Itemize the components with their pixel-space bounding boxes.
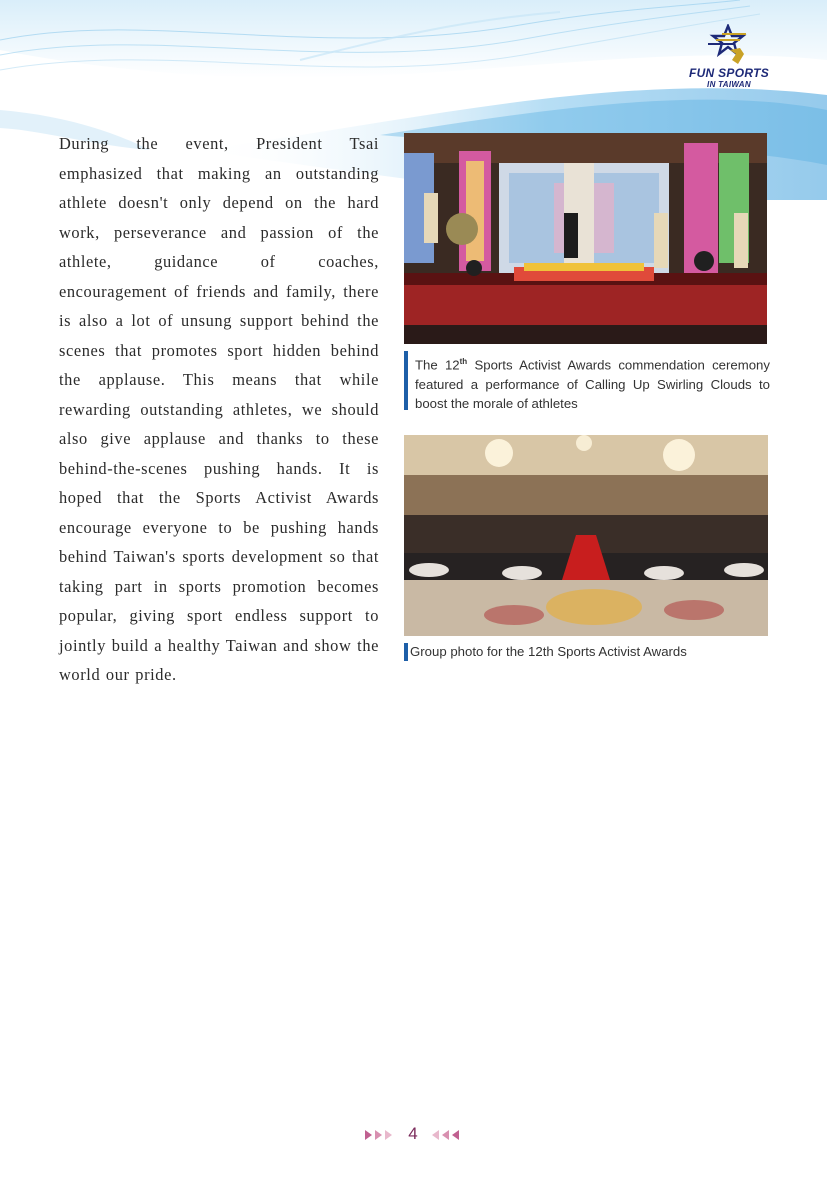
runner-star-icon — [688, 24, 770, 66]
fun-sports-logo — [688, 24, 770, 92]
caption-part: Sports Activist Awards commendation ceremony featured a performance of Calling Up Swirling Clouds to boost the morale of athletes — [415, 357, 770, 412]
caption-text — [415, 352, 770, 414]
logo-subtitle: IN TAIWAN — [707, 80, 751, 89]
article-body — [59, 129, 379, 690]
left-arrows-icon — [432, 1129, 462, 1141]
caption-part: The 12 — [415, 357, 460, 373]
ceremony-stage-photo — [404, 133, 767, 344]
caption-accent-bar — [404, 351, 408, 410]
photo-caption-group — [404, 643, 770, 661]
body-paragraph: During the event, President Tsai emphasized that making an outstanding athlete doesn't only depend on the hard work, perseverance and passion of the athlete, guidance of coaches, encouragement of friends and family, there is also a lot of unsung support behind the scenes that promotes sport hidden behind the applause. This means that while rewarding outstanding athletes, we should also give applause and thanks to these behind-the-scenes pushing hands. It is hoped that the Sports Activist Awards encourage everyone to be pushing hands behind Taiwan's sports development so that taking part in sports promotion becomes popular, giving sport endless support to jointly build a healthy Taiwan and show the world our pride. — [59, 134, 379, 684]
caption-superscript: th — [459, 357, 468, 366]
photo-caption-stage — [404, 351, 770, 410]
page-number-footer — [360, 1124, 470, 1148]
page-number: 4 — [408, 1124, 418, 1143]
group-photo — [404, 435, 768, 636]
caption-accent-bar — [404, 643, 408, 661]
right-arrows-icon — [365, 1129, 395, 1141]
caption-text: Group photo for the 12th Sports Activist Awards — [410, 644, 687, 659]
logo-title: FUN SPORTS — [688, 66, 770, 80]
